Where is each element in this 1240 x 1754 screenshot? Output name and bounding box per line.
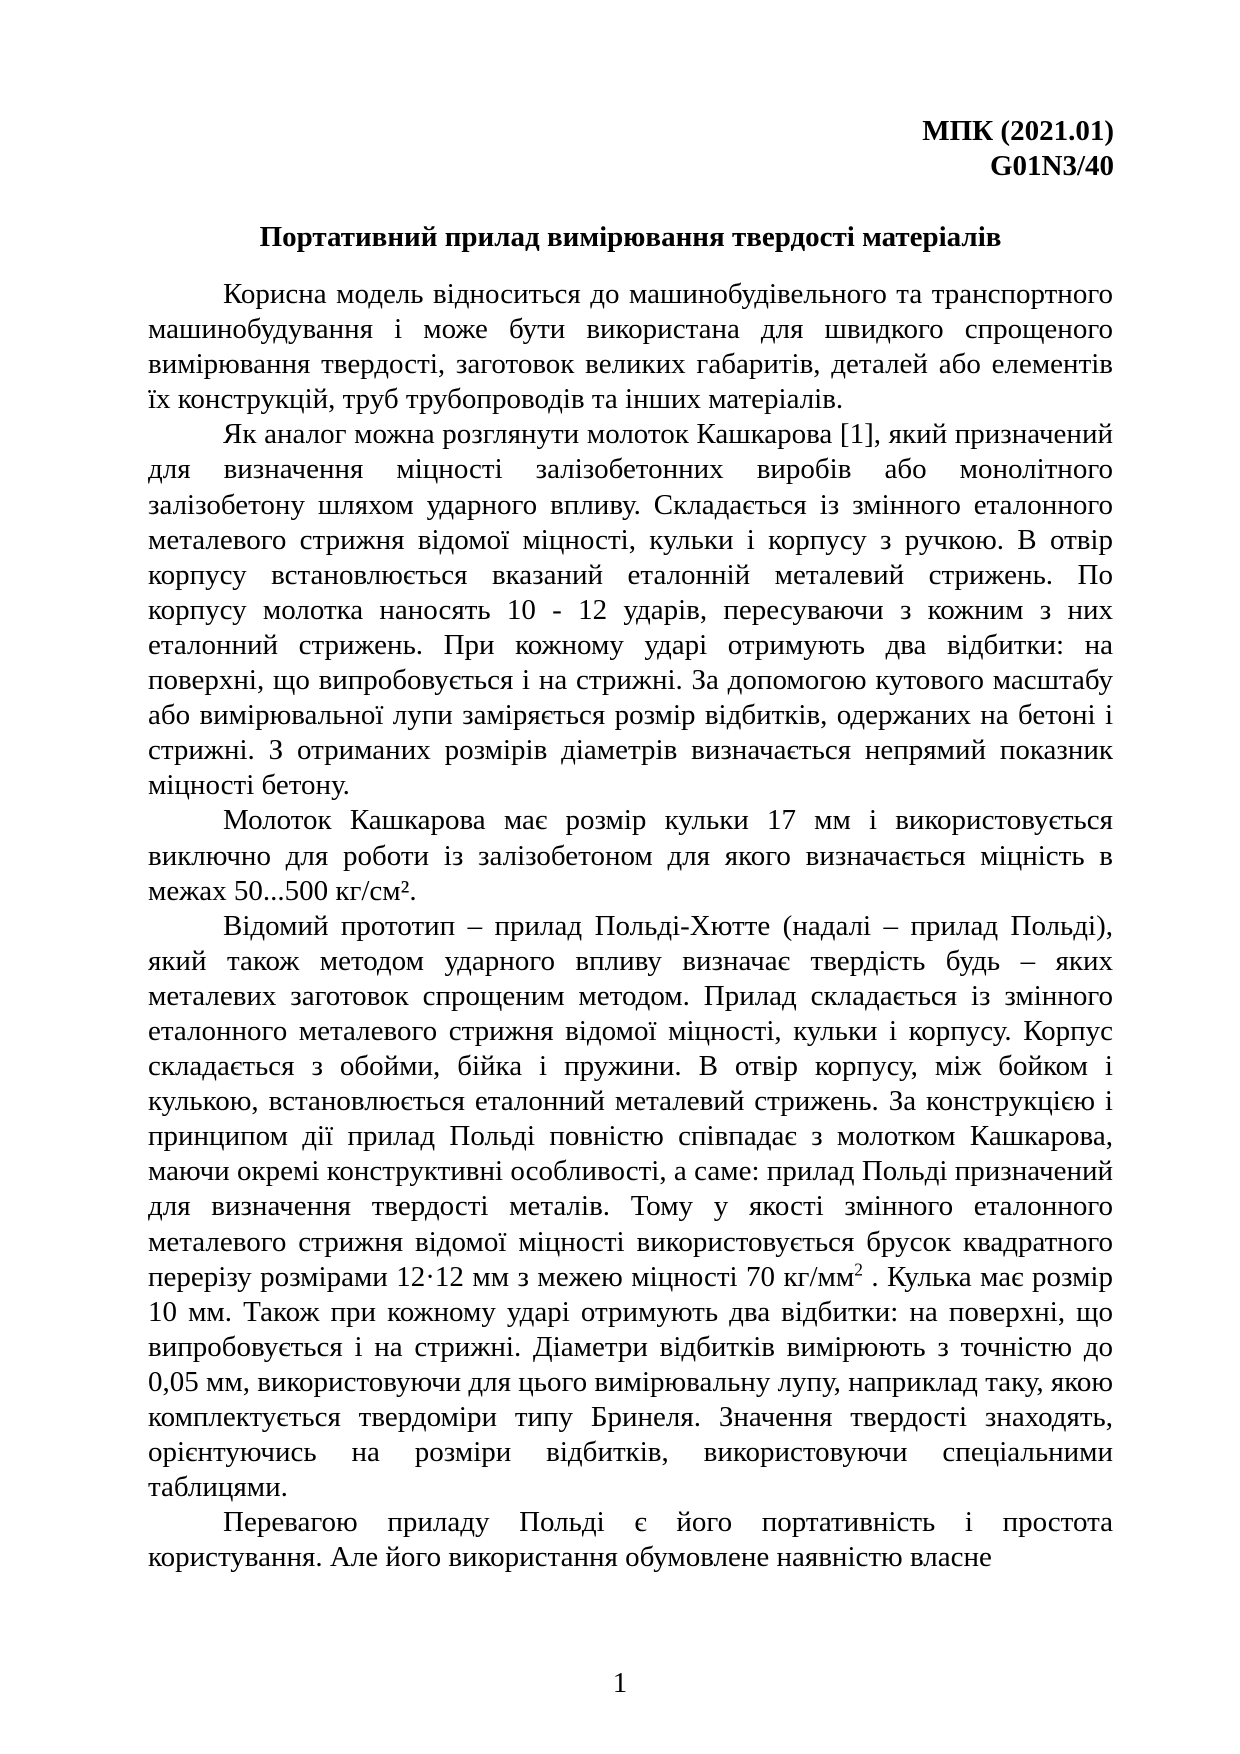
paragraph-4-part-2: . Кулька має розмір 10 мм. Також при кожному ударі отримують два відбитки: на поверхні, що випробовується і на стрижні. Діаметри відбитків вимірюють з точністю до 0,05 мм, використовуючи для цього вимірювальну лупу, наприклад таку, якою комплектується твердоміри типу Бринеля. Значення твердості знаходять, орієнтуючись на розміри відбитків, використовуючи спеціальними таблицями.	[148, 1260, 1113, 1504]
superscript-exponent: 2	[854, 1258, 863, 1279]
paragraph-4-part-1: Відомий прототип – прилад Польді-Хютте (надалі – прилад Польді), який також методом ударного впливу визначає твердість будь – яких металевих заготовок спрощеним методом. Прилад складається із змінного еталонного металевого стрижня відомої міцності, кульки і корпусу. Корпус складається з обойми, бійка і пружини. В отвір корпусу, між бойком і кулькою, встановлюється еталонний металевий стрижень. За конструкцією і принципом дії прилад Польді повністю співпадає з молотком Кашкарова, маючи окремі конструктивні особливості, а саме: прилад Польді призначений для визначення твердості металів. Тому у якості змінного еталонного металевого стрижня відомої міцності використовується брусок квадратного перерізу розмірами 12·12 мм з межею міцності 70 кг/мм	[148, 909, 1113, 1293]
ipc-classification	[922, 114, 1114, 184]
ipc-edition: МПК (2021.01)	[922, 115, 1114, 147]
paragraph-2: Як аналог можна розглянути молоток Кашкарова [1], який призначений для визначення міцності залізобетонних виробів або монолітного залізобетону шляхом ударного впливу. Складається із змінного еталонного металевого стрижня відомої міцності, кульки і корпусу з ручкою. В отвір корпусу встановлюється вказаний еталонній металевий стрижень. По корпусу молотка наносять 10 - 12 ударів, пересуваючи з кожним з них еталонний стрижень. При кожному ударі отримують два відбитки: на поверхні, що випробовується і на стрижні. За допомогою кутового масштабу або вимірювальної лупи заміряється розмір відбитків, одержаних на бетоні і стрижні. З отриманих розмірів діаметрів визначається непрямий показник міцності бетону.	[148, 418, 1113, 802]
document-body	[148, 277, 1113, 1575]
paragraph-1: Корисна модель відноситься до машинобудівельного та транспортного машинобудування і може бути використана для швидкого спрощеного вимірювання твердості, заготовок великих габаритів, деталей або елементів їх конструкцій, труб трубопроводів та інших матеріалів.	[148, 278, 1113, 416]
paragraph-5: Перевагою приладу Польді є його портативність і простота користування. Але його використання обумовлене наявністю власне	[148, 1506, 1113, 1574]
page-number: 1	[612, 1667, 628, 1699]
paragraph-4	[148, 909, 1113, 1506]
ipc-code: G01N3/40	[989, 150, 1114, 182]
paragraph-3: Молоток Кашкарова має розмір кульки 17 мм і використовується виключно для роботи із залізобетоном для якого визначається міцність в межах 50...500 кг/см².	[148, 804, 1113, 907]
document-title: Портативний прилад вимірювання твердості матеріалів	[259, 221, 1002, 253]
